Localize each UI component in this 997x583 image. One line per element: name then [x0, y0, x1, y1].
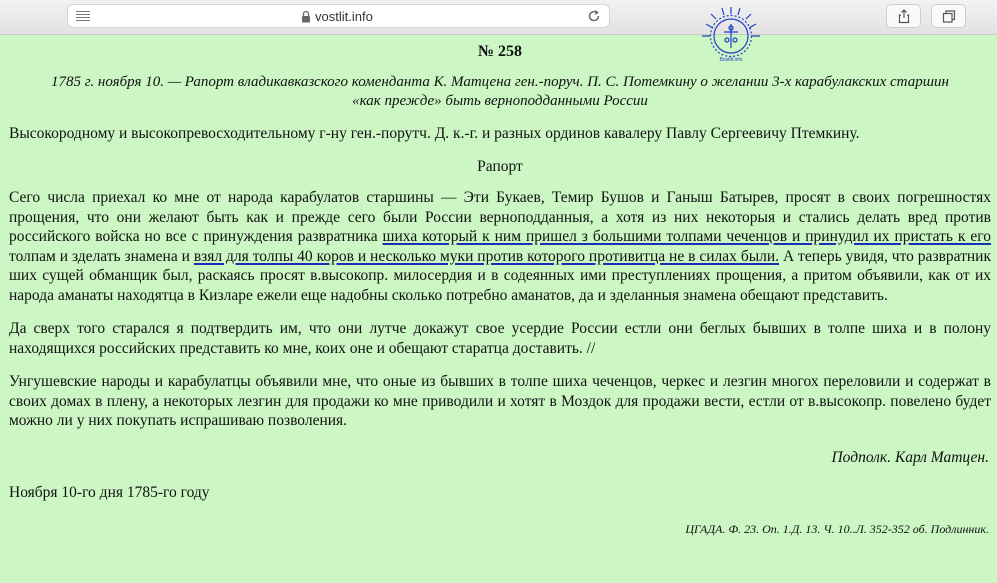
- tabs-icon: [942, 9, 956, 24]
- underlined-passage-1: шиха который к ним пришел з большими толпами чеченцов и принудил их пристать к его: [382, 228, 991, 245]
- heading-line-2: «как прежде» быть верноподданными России: [352, 93, 648, 109]
- address-bar[interactable]: [67, 4, 610, 28]
- document-content: [9, 34, 991, 539]
- url-text: vostlit.info: [315, 9, 373, 24]
- document-date: Ноября 10-го дня 1785-го году: [9, 484, 210, 501]
- document-number: № 258: [477, 43, 523, 60]
- heading-line-1: 1785 г. ноября 10. — Рапорт владикавказского коменданта К. Матцена ген.-поруч. П. С. Потемкину о желании 3-х карабулакских старшин: [51, 74, 949, 90]
- underlined-passage-2: взял для толпы 40 коров и несколько муки против которого противитца не в силах были.: [193, 247, 780, 265]
- tabs-button[interactable]: [931, 4, 966, 28]
- reload-icon[interactable]: [587, 9, 601, 23]
- paragraph-2: Да сверх того старался я подтвердить им, что они лутче докажут свое усердие России естли они беглых бывших в толпе шиха и в полону находящихся российских представить ко мне, коих оне и обещают старатца доставить. //: [9, 320, 991, 357]
- share-button[interactable]: [886, 4, 921, 28]
- paragraph-1: [9, 188, 991, 305]
- reader-menu-icon[interactable]: [76, 11, 90, 23]
- document-heading: [9, 73, 991, 111]
- archive-source: ЦГАДА. Ф. 23. Оп. 1.Д. 13. Ч. 10..Л. 352-352 об. Подлинник.: [685, 521, 989, 536]
- paragraph-1-text-b: толпам и зделать знамена и: [9, 247, 194, 265]
- paragraph-1-text-c: А теперь увидя, что развратник ших сущей обманщик был, раскаясь просят в.высокопр. милосердия и в содеянных ими преступлениях прощения, а притом объявили, как от их народа аманаты находятца в Кизларе ежели еще надобны сколько потребно аманатов, да и зделанныя знамена обещают представить.: [9, 247, 992, 304]
- addressee-line: Высокородному и высокопревосходительному г-ну ген.-порутч. Д. к.-г. и разных ординов кавалеру Павлу Сергеевичу Птемкину.: [9, 125, 860, 142]
- report-title: Рапорт: [477, 157, 523, 175]
- share-icon: [897, 9, 911, 24]
- browser-toolbar: [0, 0, 997, 35]
- lock-icon: [301, 10, 311, 23]
- signature: Подполк. Карл Матцен.: [831, 448, 989, 466]
- paragraph-3: Унгушевские народы и карабулатцы объявили мне, что оные из бывших в толпе шиха чеченцов, черкес и лезгин многох переловили и содержат в своих домах в плену, а некоторых лезгин для продажи ко мне приводили и хотят в Моздок для продажи вести, естли от в.высокопр. повелено будет можно ли у них покупать испрашиваю позволения.: [9, 373, 991, 429]
- svg-text:Вostlit.info: Вostlit.info: [719, 57, 743, 63]
- paragraph-1-text-a: Сего числа приехал ко мне от народа карабулатов старшины — Эти Букаев, Темир Бушов и Ганыш Батырев, просят в своих погрешностях прощения, что они желают быть как и прежде сего были России верноподданныя, а хотя из них некоторыя и стались делать вред против российского войска но все с принуждения развратника: [9, 189, 991, 245]
